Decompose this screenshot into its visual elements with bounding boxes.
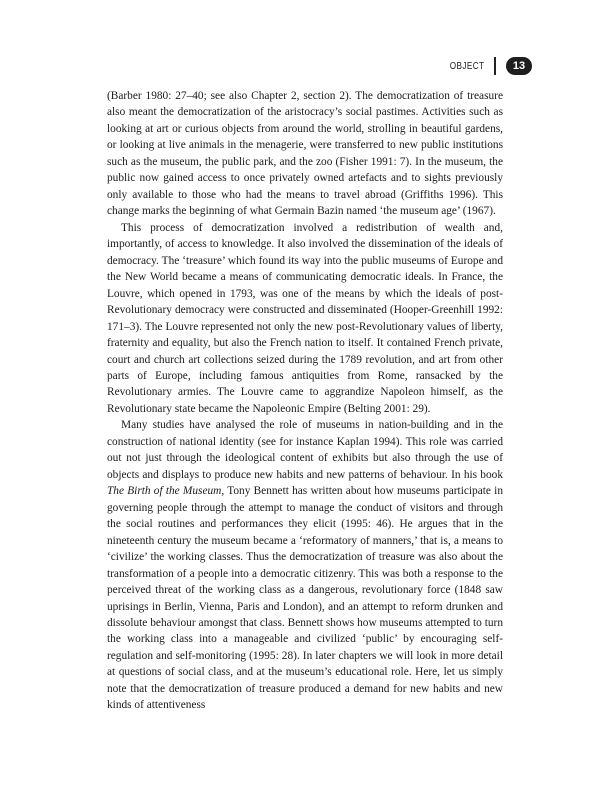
body-text [107, 88, 503, 714]
paragraph-3-text-after: , Tony Bennett has written about how museums participate in governing people through the attempt to manage the conduct of visitors and through the social routines and performances they elicit (1995: 46). He argues that in the nineteenth century the museum became a ‘reformatory of manners,’ that is, a means to ‘civilize’ the working classes. Thus the democratization of treasure was also about the transformation of a people into a democratic citizenry. This was both a response to the perceived threat of the working class as a dangerous, revolutionary force (1848 saw uprisings in Berlin, Vienna, Paris and London), and an attempt to reform drunken and dissolute behaviour amongst that class. Bennett shows how museums attempted to turn the working class into a manageable and civilized ‘public’ by encouraging self-regulation and self-monitoring (1995: 28). In later chapters we will look in more detail at questions of social class, and at the museum’s educational role. Here, let us simply note that the democratization of treasure produced a demand for new habits and new kinds of attentiveness [107, 485, 503, 712]
paragraph-3 [107, 417, 503, 713]
book-title: The Birth of the Museum [107, 485, 222, 498]
paragraph-1: (Barber 1980: 27–40; see also Chapter 2, section 2). The democratization of treasure also meant the democratization of the aristocracy’s social pastimes. Activities such as looking at art or curious objects from around the world, strolling in beautiful gardens, or looking at live animals in the menagerie, were transferred to new public institutions such as the museum, the public park, and the zoo (Fisher 1991: 7). In the museum, the public now gained access to once privately owned artefacts and to sights previously only available to those who had the means to travel abroad (Griffiths 1996). This change marks the beginning of what Germain Bazin named ‘the museum age’ (1967). [107, 90, 503, 218]
header-divider [494, 57, 496, 75]
page-number-badge: 13 [506, 57, 532, 75]
paragraph-3-text-before: Many studies have analysed the role of museums in nation-building and in the construction of national identity (see for instance Kaplan 1994). This role was carried out not just through the ideological content of exhibits but also through the use of objects and displays to produce new habits and new patterns of behaviour. In his book [107, 419, 503, 481]
running-head [440, 56, 532, 76]
paragraph-2: This process of democratization involved a redistribution of wealth and, importantly, of access to knowledge. It also involved the dissemination of the ideals of democracy. The ‘treasure’ which found its way into the public museums of Europe and the New World became a means of communicating democratic ideals. In France, the Louvre, which opened in 1793, was one of the means by which the ideals of post-Revolutionary democracy were constructed and disseminated (Hooper-Greenhill 1992: 171–3). The Louvre represented not only the new post-Revolutionary values of liberty, fraternity and equality, but also the French nation to itself. It contained French private, court and church art collections seized during the 1789 revolution, and art from other parts of Europe, including famous antiquities from Rome, ransacked by the Revolutionary armies. The Louvre came to aggrandize Napoleon himself, as the Revolutionary state became the Napoleonic Empire (Belting 2001: 29). [107, 221, 503, 415]
running-head-title: OBJECT [449, 60, 484, 72]
